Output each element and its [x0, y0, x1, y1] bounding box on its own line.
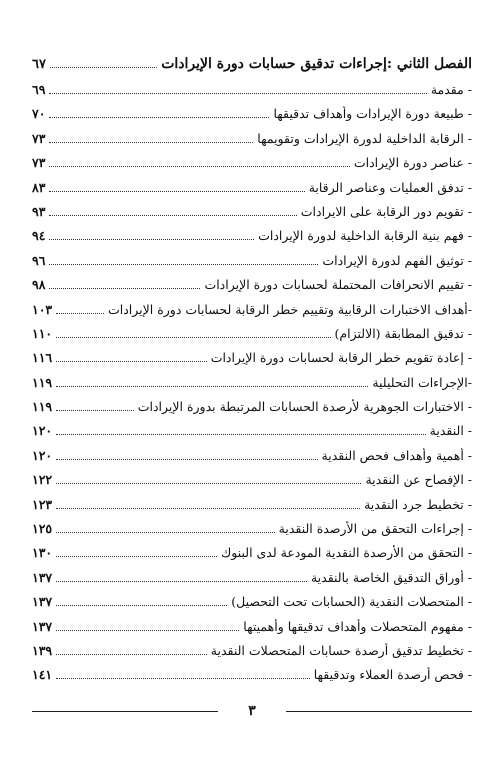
dot-leader [49, 157, 349, 167]
dot-leader [56, 304, 104, 314]
toc-entry-title: - النقدية [429, 423, 472, 439]
toc-entry-page: ١٣٧ [32, 618, 53, 634]
toc-entry-title: - الاختبارات الجوهرية لأرصدة الحسابات المرتبطة بدورة الإيرادات [137, 399, 472, 415]
toc-entry [32, 180, 472, 204]
footer-rule-left [32, 711, 218, 712]
toc-entry-title: الفصل الثاني :إجراءات تدقيق حسابات دورة الإيرادات [161, 56, 472, 72]
dot-leader [49, 182, 304, 192]
toc-entry-title: - توثيق الفهم لدورة الإيرادات [322, 252, 472, 268]
toc-entry-title: -الإجراءات التحليلية [372, 374, 472, 390]
toc-entry-title: - تخطيط تدقيق أرصدة حسابات المتحصلات النقدية [210, 642, 472, 658]
toc-entry-page: ٧٣ [32, 155, 46, 171]
toc-entry-title: - الإفصاح عن النقدية [365, 472, 472, 488]
toc-entry-page: ١٢٠ [32, 447, 53, 463]
dot-leader [56, 621, 239, 631]
page-number: ٣ [248, 703, 256, 719]
toc-entry [32, 350, 472, 374]
toc-entry-title: - التحقق من الأرصدة النقدية المودعة لدى البنوك [220, 545, 472, 561]
footer-rule-right [286, 711, 472, 712]
toc-entry-page: ٦٧ [32, 57, 46, 72]
toc-entry-page: ١٣٩ [32, 642, 53, 658]
toc-entry [32, 472, 472, 496]
toc-entry [32, 448, 472, 472]
dot-leader [56, 670, 310, 680]
toc-entry [32, 302, 472, 326]
toc-entry-page: ١١٦ [32, 350, 53, 366]
dot-leader [49, 231, 254, 241]
dot-leader [56, 645, 207, 655]
toc-chapter-heading [32, 56, 472, 82]
page-footer [32, 703, 472, 719]
toc-entry-title: - عناصر دورة الإيرادات [353, 155, 472, 171]
toc-entry-page: ١١٩ [32, 374, 53, 390]
toc-entry [32, 375, 472, 399]
toc-entry-title: - تقويم دور الرقابة على الايرادات [300, 203, 472, 219]
toc-entry [32, 619, 472, 643]
toc-entry [32, 521, 472, 545]
toc-entry-title: - مقدمة [430, 82, 472, 97]
toc-entry-title: - تدفق العمليات وعناصر الرقابة [308, 179, 472, 195]
dot-leader [56, 572, 307, 582]
dot-leader [56, 401, 134, 411]
toc-entry-page: ٩٨ [32, 277, 46, 293]
toc-entry-title: - تخطيط جرد النقدية [364, 496, 472, 512]
toc-entry [32, 594, 472, 618]
toc-entry-title: - فحص أرصدة العملاء وتدقيقها [313, 667, 472, 683]
toc-entry-page: ١١٠ [32, 325, 53, 341]
toc-entry-page: ١٣٠ [32, 545, 53, 561]
dot-leader [56, 499, 360, 509]
dot-leader [49, 109, 269, 119]
toc-entry [32, 155, 472, 179]
dot-leader [49, 255, 318, 265]
toc-entry-title: - إعادة تقويم خطر الرقابة لحسابات دورة الإيرادات [210, 350, 472, 366]
toc-entry-page: ٩٤ [32, 228, 46, 244]
toc-entry-title: - المتحصلات النقدية (الحسابات تحت التحصيل) [231, 594, 472, 610]
toc-entry-title: - إجراءات التحقق من الأرصدة النقدية [278, 521, 472, 537]
toc-entry-page: ١٤١ [32, 667, 53, 683]
table-of-contents [32, 56, 472, 692]
toc-entry-page: ٧٠ [32, 106, 46, 122]
dot-leader [49, 133, 253, 143]
dot-leader [56, 523, 275, 533]
toc-entry [32, 326, 472, 350]
dot-leader [56, 475, 361, 485]
dot-leader [50, 57, 157, 68]
toc-entry-title: -أهداف الاختبارات الرقابية وتقييم خطر الرقابة لحسابات دورة الإيرادات [107, 301, 472, 317]
toc-entry-title: - فهم بنية الرقابة الداخلية لدورة الإيرادات [258, 228, 472, 244]
toc-entry [32, 228, 472, 252]
toc-entry-page: ٦٩ [32, 82, 46, 97]
toc-entry [32, 106, 472, 130]
toc-entry-title: - مفهوم المتحصلات وأهداف تدقيقها وأهميتها [243, 618, 472, 634]
toc-entry [32, 545, 472, 569]
dot-leader [49, 206, 296, 216]
toc-entry-page: ١٣٧ [32, 569, 53, 585]
toc-entry-title: - أهمية وأهداف فحص النقدية [321, 447, 472, 463]
toc-entry [32, 423, 472, 447]
toc-entry-page: ١٢٢ [32, 472, 53, 488]
toc-entry-page: ١٣٧ [32, 594, 53, 610]
toc-entry [32, 204, 472, 228]
toc-entry [32, 82, 472, 106]
dot-leader [56, 328, 330, 338]
dot-leader [56, 426, 426, 436]
toc-entry [32, 277, 472, 301]
dot-leader [56, 548, 217, 558]
toc-entry-page: ١٢٠ [32, 423, 53, 439]
dot-leader [56, 596, 227, 606]
toc-entry [32, 667, 472, 691]
toc-entry-page: ٧٣ [32, 130, 46, 146]
toc-entry-page: ٩٣ [32, 203, 46, 219]
dot-leader [56, 450, 317, 460]
toc-entry-title: - أوراق التدقيق الخاصة بالنقدية [310, 569, 472, 585]
toc-entry-title: - تقييم الانحرافات المحتملة لحسابات دورة الإيرادات [204, 277, 472, 293]
toc-entry-title: - تدقيق المطابقة (الالتزام) [334, 325, 472, 341]
toc-entry-title: - الرقابة الداخلية لدورة الإيرادات وتقويمها [257, 130, 472, 146]
toc-entry-page: ١١٩ [32, 399, 53, 415]
toc-entry [32, 131, 472, 155]
toc-entry-page: ١٠٣ [32, 301, 53, 317]
toc-entry-page: ١٢٣ [32, 496, 53, 512]
dot-leader [49, 279, 200, 289]
dot-leader [56, 353, 207, 363]
toc-entry-page: ٩٦ [32, 252, 46, 268]
toc-entry-page: ٨٣ [32, 179, 46, 195]
toc-entry [32, 497, 472, 521]
toc-entry [32, 643, 472, 667]
toc-entry-title: - طبيعة دورة الإيرادات وأهداف تدقيقها [273, 106, 472, 122]
dot-leader [56, 377, 368, 387]
toc-entry [32, 253, 472, 277]
toc-entry-page: ١٢٥ [32, 521, 53, 537]
toc-entry [32, 570, 472, 594]
dot-leader [49, 84, 426, 94]
toc-entry [32, 399, 472, 423]
